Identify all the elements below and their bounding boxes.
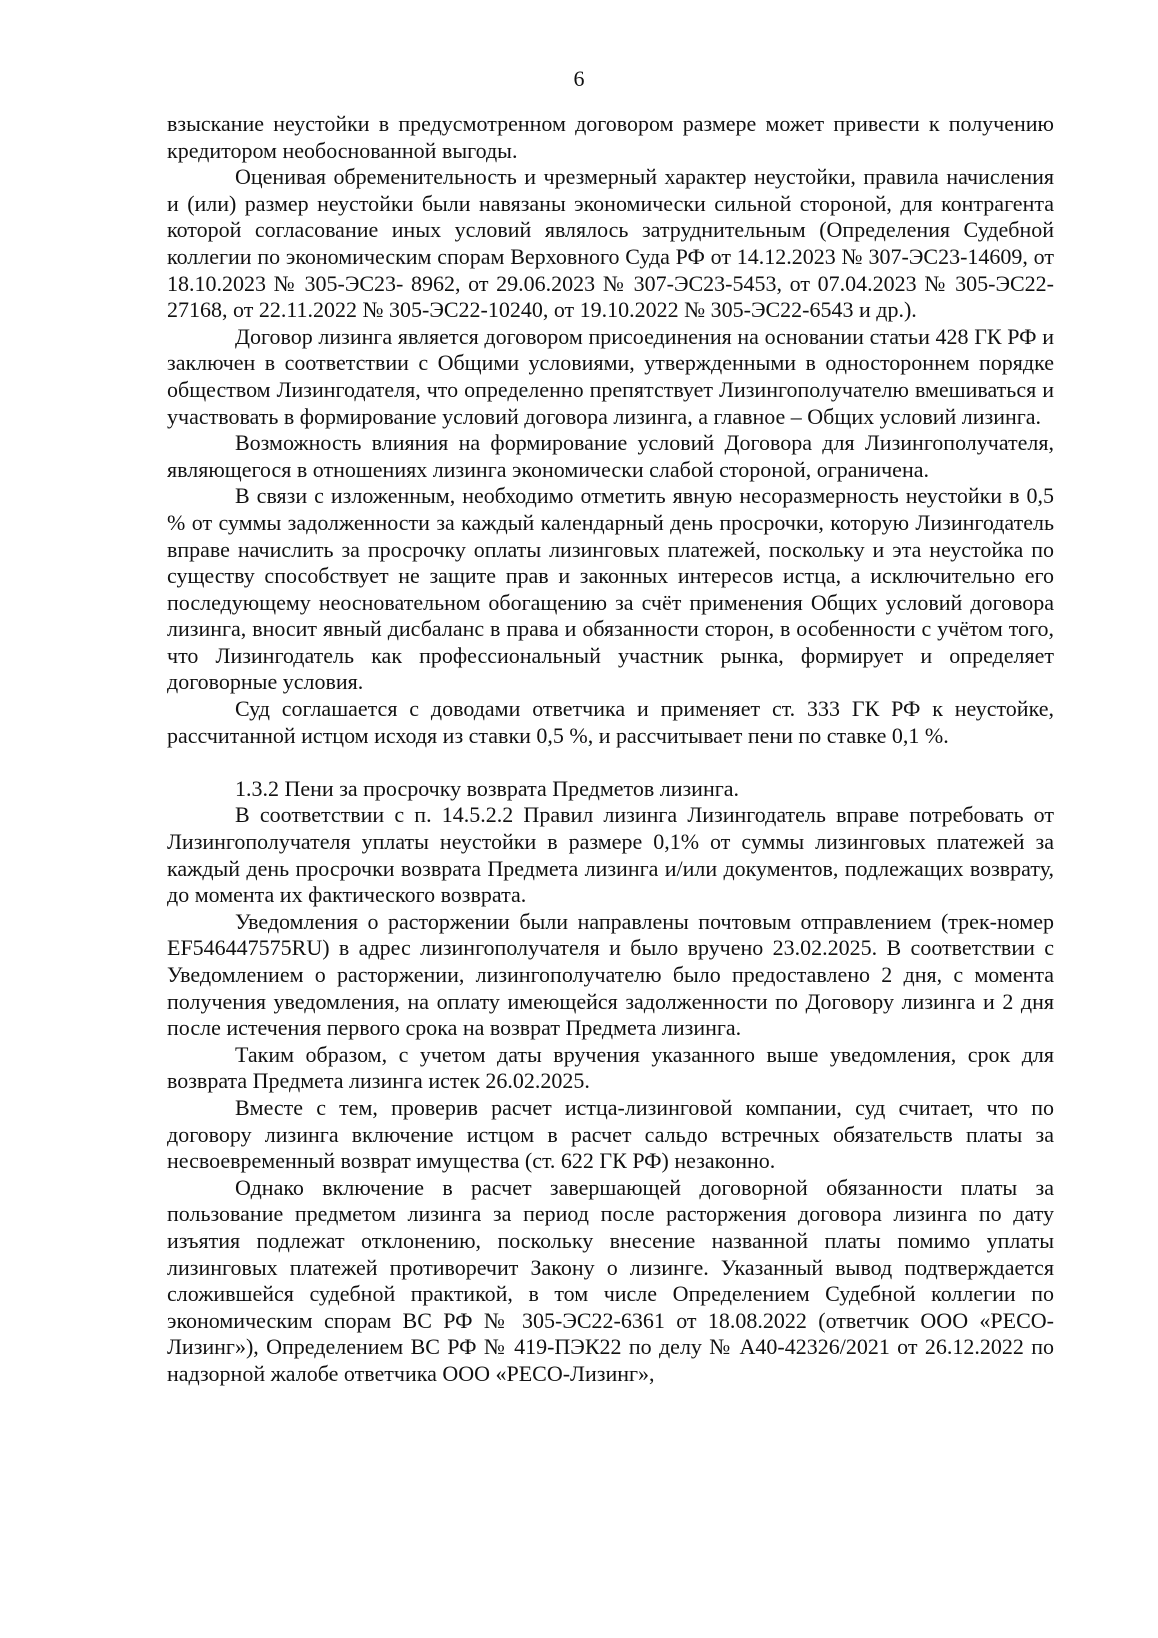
paragraph: взыскание неустойки в предусмотренном договором размере может привести к получению кредитором необоснованной выгоды. bbox=[167, 111, 1054, 163]
paragraph-spacer bbox=[167, 749, 1054, 776]
paragraph: Вместе с тем, проверив расчет истца-лизинговой компании, суд считает, что по договору лизинга включение истцом в расчет сальдо встречных обязательств платы за несвоевременный возврат имущества (ст. 622 ГК РФ) незаконно. bbox=[167, 1094, 1054, 1174]
paragraph: Таким образом, с учетом даты вручения указанного выше уведомления, срок для возврата Предмета лизинга истек 26.02.2025. bbox=[167, 1041, 1054, 1094]
section-heading: 1.3.2 Пени за просрочку возврата Предметов лизинга. bbox=[235, 775, 740, 801]
paragraph: Возможность влияния на формирование условий Договора для Лизингополучателя, являющегося в отношениях лизинга экономически слабой стороной, ограничена. bbox=[167, 430, 1054, 482]
paragraph: Суд соглашается с доводами ответчика и применяет ст. 333 ГК РФ к неустойке, рассчитанной истцом исходя из ставки 0,5 %, и рассчитывает пени по ставке 0,1 %. bbox=[167, 696, 1054, 748]
paragraph: Договор лизинга является договором присоединения на основании статьи 428 ГК РФ и заключен в соответствии с Общими условиями, утвержденными в одностороннем порядке обществом Лизингодателя, что определенно препятствует Лизингополучателю вмешиваться и участвовать в формирование условий договора лизинга, а главное – Общих условий лизинга. bbox=[167, 323, 1054, 429]
paragraph: Оценивая обременительность и чрезмерный характер неустойки, правила начисления и (или) размер неустойки были навязаны экономически сильной стороной, для контрагента которой согласование иных условий являлось затруднительным (Определения Судебной коллегии по экономическим спорам Верховного Суда РФ от 14.12.2023 № 307-ЭС23-14609, от 18.10.2023 № 305-ЭС23- 8962, от 29.06.2023 № 307-ЭС23-5453, от 07.04.2023 № 305-ЭС22-27168, от 22.11.2022 № 305-ЭС22-10240, от 19.10.2022 № 305-ЭС22-6543 и др.). bbox=[167, 164, 1054, 323]
paragraph: В связи с изложенным, необходимо отметить явную несоразмерность неустойки в 0,5 % от суммы задолженности за каждый календарный день просрочки, которую Лизингодатель вправе начислить за просрочку оплаты лизинговых платежей, поскольку и эта неустойка по существу способствует не защите прав и законных интересов истца, а исключительно его последующему неосновательном обогащению за счёт применения Общих условий договора лизинга, вносит явный дисбаланс в права и обязанности сторон, в особенности с учётом того, что Лизингодатель как профессиональный участник рынка, формирует и определяет договорные условия. bbox=[167, 483, 1054, 695]
paragraph: Уведомления о расторжении были направлены почтовым отправлением (трек-номер EF546447575RU) в адрес лизингополучателя и было вручено 23.02.2025. В соответствии с Уведомлением о расторжении, лизингополучателю было предоставлено 2 дня, с момента получения уведомления, на оплату имеющейся задолженности по Договору лизинга и 2 дня после истечения первого срока на возврат Предмета лизинга. bbox=[167, 908, 1054, 1041]
document-body bbox=[167, 111, 1054, 1388]
page-number: 6 bbox=[573, 66, 585, 91]
paragraph: В соответствии с п. 14.5.2.2 Правил лизинга Лизингодатель вправе потребовать от Лизингополучателя уплаты неустойки в размере 0,1% от суммы лизинговых платежей за каждый день просрочки возврата Предмета лизинга и/или документов, подлежащих возврату, до момента их фактического возврата. bbox=[167, 802, 1054, 908]
paragraph: Однако включение в расчет завершающей договорной обязанности платы за пользование предметом лизинга за период после расторжения договора лизинга по дату изъятия подлежат отклонению, поскольку внесение названной платы помимо уплаты лизинговых платежей противоречит Закону о лизинге. Указанный вывод подтверждается сложившейся судебной практикой, в том числе Определением Судебной коллегии по экономическим спорам ВС РФ № 305-ЭС22-6361 от 18.08.2022 (ответчик ООО «РЕСО-Лизинг»), Определением ВС РФ № 419-ПЭК22 по делу № А40-42326/2021 от 26.12.2022 по надзорной жалобе ответчика ООО «РЕСО-Лизинг», bbox=[167, 1174, 1054, 1386]
